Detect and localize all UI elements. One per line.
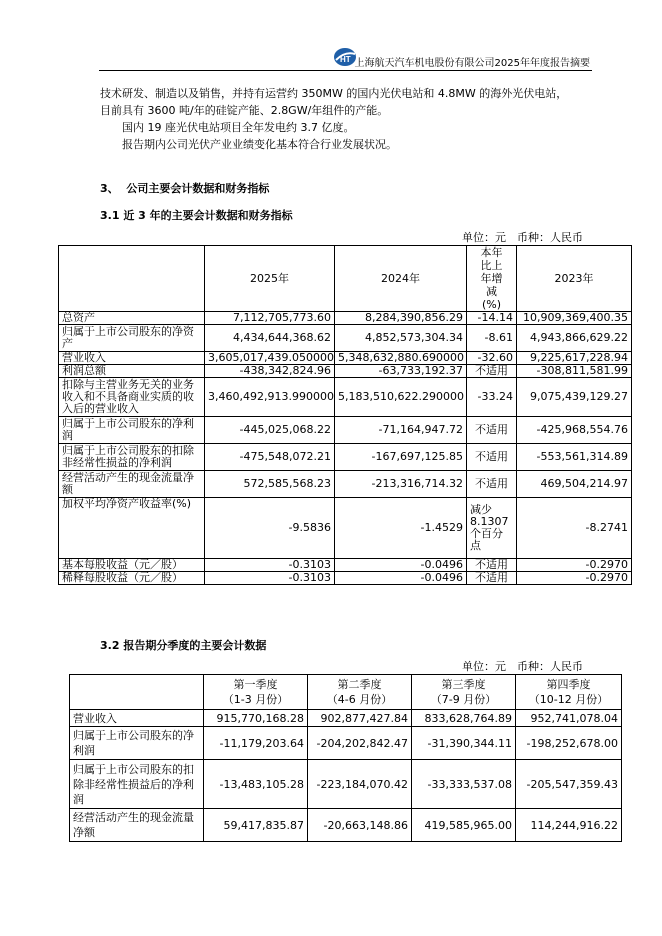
cell-2024: -167,697,125.85 [335, 444, 467, 471]
table-row [59, 572, 632, 585]
cell-q4: -205,547,359.43 [516, 760, 622, 809]
cell-2024: 8,284,390,856.29 [335, 312, 467, 325]
cell-change: 不适用 [467, 559, 517, 572]
q4-range: （10-12 月份） [528, 693, 609, 706]
cell-2025: -445,025,068.22 [205, 417, 335, 444]
cell-2023: 10,909,369,400.35 [517, 312, 632, 325]
cell-q1: 915,770,168.28 [204, 710, 308, 727]
cell-2023: 9,075,439,129.27 [517, 378, 632, 417]
cell-2025: 3,605,017,439.050000 [205, 352, 335, 365]
row-label: 基本每股收益（元／股） [59, 559, 205, 572]
cell-q1: -13,483,105.28 [204, 760, 308, 809]
header-cell-2023: 2023年 [517, 246, 632, 312]
cell-change: 减少8.1307个百分点 [467, 498, 517, 559]
company-logo-icon [333, 47, 357, 67]
row-label: 归属于上市公司股东的净利润 [70, 727, 204, 760]
table-row [70, 727, 622, 760]
q4-name: 第四季度 [546, 678, 591, 691]
cell-2025: -9.5836 [205, 498, 335, 559]
cell-2024: -1.4529 [335, 498, 467, 559]
cell-2024: 4,852,573,304.34 [335, 325, 467, 352]
row-label: 利润总额 [59, 365, 205, 378]
table-row [59, 312, 632, 325]
intro-line-2: 目前具有 3600 吨/年的硅锭产能、2.8GW/年组件的产能。 [100, 104, 389, 117]
cell-change: 不适用 [467, 417, 517, 444]
cell-change: 不适用 [467, 572, 517, 585]
table-row [59, 498, 632, 559]
cell-q2: -204,202,842.47 [308, 727, 412, 760]
cell-change: -32.60 [467, 352, 517, 365]
cell-q4: 952,741,078.04 [516, 710, 622, 727]
row-label: 归属于上市公司股东的净资产 [59, 325, 205, 352]
logo-text: HT [340, 55, 351, 64]
intro-line-3: 国内 19 座光伏电站项目全年发电约 3.7 亿度。 [122, 121, 355, 134]
header-cell-q3 [412, 675, 516, 710]
section-3-1-heading: 3.1 近 3 年的主要会计数据和财务指标 [100, 209, 293, 222]
quarterly-data-table [69, 674, 622, 842]
cell-change: -8.61 [467, 325, 517, 352]
cell-2024: -0.0496 [335, 559, 467, 572]
cell-2023: -553,561,314.89 [517, 444, 632, 471]
section-3-2-unit: 单位：元 币种：人民币 [462, 660, 583, 673]
section-3-number: 3、 [100, 182, 119, 195]
intro-line-4: 报告期内公司光伏产业业绩变化基本符合行业发展状况。 [122, 138, 397, 151]
page-header [99, 46, 592, 71]
cell-2024: -213,316,714.32 [335, 471, 467, 498]
row-label: 归属于上市公司股东的净利润 [59, 417, 205, 444]
row-label: 经营活动产生的现金流量净额 [70, 809, 204, 842]
row-label: 经营活动产生的现金流量净额 [59, 471, 205, 498]
q1-name: 第一季度 [233, 678, 278, 691]
q3-name: 第三季度 [441, 678, 486, 691]
cell-q1: -11,179,203.64 [204, 727, 308, 760]
table-row [70, 760, 622, 809]
row-label: 加权平均净资产收益率(%) [59, 498, 205, 559]
cell-q3: -31,390,344.11 [412, 727, 516, 760]
row-label: 营业收入 [59, 352, 205, 365]
table-header-row [70, 675, 622, 710]
header-title: 上海航天汽车机电股份有限公司2025年年度报告摘要 [354, 58, 590, 69]
cell-q2: -20,663,148.86 [308, 809, 412, 842]
table-row [59, 378, 632, 417]
section-3-2-heading: 3.2 报告期分季度的主要会计数据 [100, 639, 267, 652]
cell-2025: -438,342,824.96 [205, 365, 335, 378]
cell-2024: -0.0496 [335, 572, 467, 585]
q2-range: （4-6 月份） [326, 693, 393, 706]
table-header-row [59, 246, 632, 312]
cell-change: -14.14 [467, 312, 517, 325]
annual-data-table [58, 245, 632, 585]
header-cell-empty [59, 246, 205, 312]
section-3-heading [100, 180, 269, 196]
cell-q3: 419,585,965.00 [412, 809, 516, 842]
cell-2024: -63,733,192.37 [335, 365, 467, 378]
cell-q4: 114,244,916.22 [516, 809, 622, 842]
cell-q4: -198,252,678.00 [516, 727, 622, 760]
table-row [59, 352, 632, 365]
cell-q2: -223,184,070.42 [308, 760, 412, 809]
cell-q3: 833,628,764.89 [412, 710, 516, 727]
row-label: 稀释每股收益（元／股） [59, 572, 205, 585]
cell-2023: -8.2741 [517, 498, 632, 559]
table-row [70, 809, 622, 842]
cell-2025: -475,548,072.21 [205, 444, 335, 471]
table-row [59, 559, 632, 572]
q1-range: （1-3 月份） [222, 693, 289, 706]
header-cell-q4 [516, 675, 622, 710]
row-label: 扣除与主营业务无关的业务收入和不具备商业实质的收入后的营业收入 [59, 378, 205, 417]
cell-2024: 5,183,510,622.290000 [335, 378, 467, 417]
cell-2023: -0.2970 [517, 559, 632, 572]
q2-name: 第二季度 [337, 678, 382, 691]
cell-2023: -425,968,554.76 [517, 417, 632, 444]
cell-2024: 5,348,632,880.690000 [335, 352, 467, 365]
cell-2023: -308,811,581.99 [517, 365, 632, 378]
row-label: 归属于上市公司股东的扣除非经常性损益后的净利润 [70, 760, 204, 809]
table-row [59, 417, 632, 444]
cell-change: 不适用 [467, 365, 517, 378]
cell-q3: -33,333,537.08 [412, 760, 516, 809]
cell-2023: 9,225,617,228.94 [517, 352, 632, 365]
row-label: 总资产 [59, 312, 205, 325]
row-label: 营业收入 [70, 710, 204, 727]
section-3-title: 公司主要会计数据和财务指标 [126, 182, 270, 195]
table-row [59, 325, 632, 352]
header-cell-q1 [204, 675, 308, 710]
cell-change: 不适用 [467, 471, 517, 498]
cell-2025: 3,460,492,913.990000 [205, 378, 335, 417]
cell-2023: -0.2970 [517, 572, 632, 585]
cell-q2: 902,877,427.84 [308, 710, 412, 727]
table-row [59, 471, 632, 498]
cell-2023: 469,504,214.97 [517, 471, 632, 498]
q3-range: （7-9 月份） [430, 693, 497, 706]
cell-2025: 4,434,644,368.62 [205, 325, 335, 352]
cell-2025: -0.3103 [205, 572, 335, 585]
intro-line-1: 技术研发、制造以及销售，并持有运营约 350MW 的国内光伏电站和 4.8MW 的海外光伏电站， [100, 87, 568, 100]
cell-change: 不适用 [467, 444, 517, 471]
cell-2023: 4,943,866,629.22 [517, 325, 632, 352]
cell-change: -33.24 [467, 378, 517, 417]
header-cell-change: 本年比上年增减(%) [467, 246, 517, 312]
header-cell-q2 [308, 675, 412, 710]
header-cell-2025: 2025年 [205, 246, 335, 312]
table-row [70, 710, 622, 727]
cell-2025: 572,585,568.23 [205, 471, 335, 498]
cell-q1: 59,417,835.87 [204, 809, 308, 842]
cell-2024: -71,164,947.72 [335, 417, 467, 444]
table-row [59, 444, 632, 471]
header-cell-empty [70, 675, 204, 710]
row-label: 归属于上市公司股东的扣除非经常性损益的净利润 [59, 444, 205, 471]
header-cell-2024: 2024年 [335, 246, 467, 312]
table-row [59, 365, 632, 378]
cell-2025: 7,112,705,773.60 [205, 312, 335, 325]
cell-2025: -0.3103 [205, 559, 335, 572]
section-3-1-unit: 单位：元 币种：人民币 [462, 231, 583, 244]
